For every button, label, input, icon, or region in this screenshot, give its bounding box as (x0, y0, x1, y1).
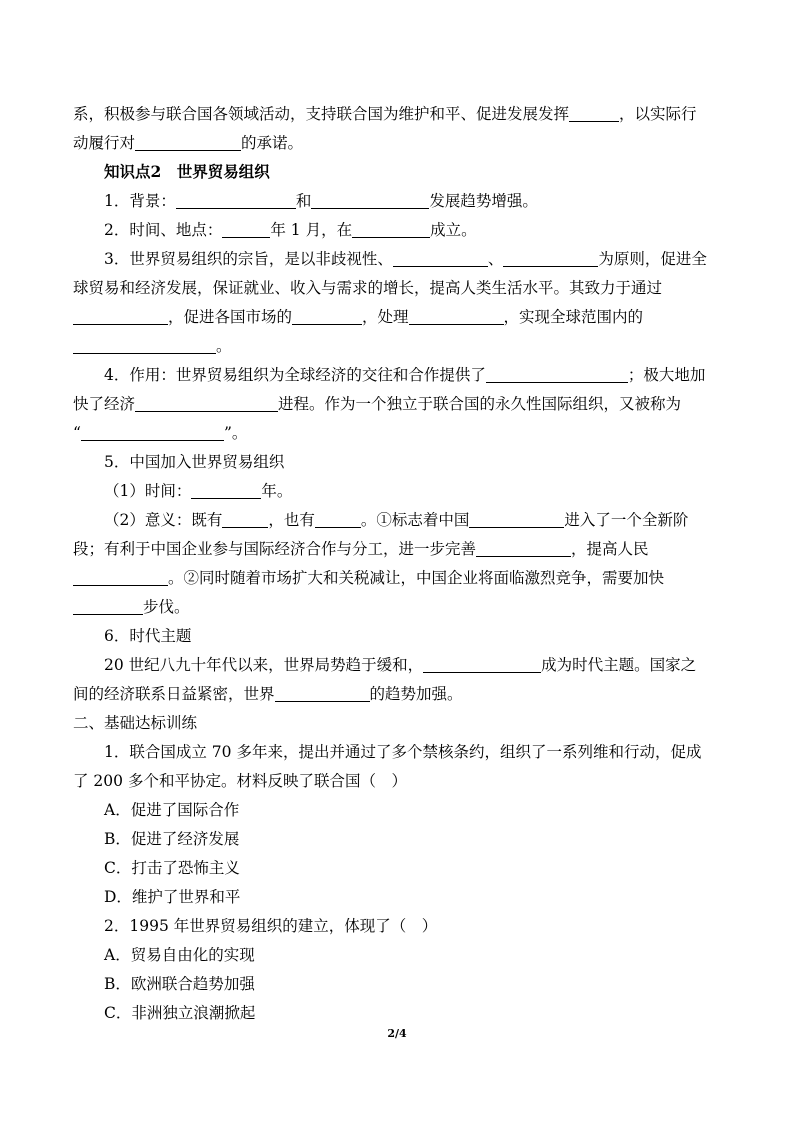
text: ，实现全球范围内的 (503, 308, 644, 326)
paragraph-line (0, 568, 794, 588)
paragraph-line (0, 510, 794, 530)
blank (503, 250, 598, 267)
paragraph-line (0, 423, 794, 443)
paragraph-line (0, 249, 794, 269)
text: 3．世界贸易组织的宗旨，是以非歧视性、 (104, 250, 393, 268)
text: 。 (216, 337, 232, 355)
blank (275, 685, 370, 702)
blank (352, 221, 430, 238)
text: 发展趋势增强。 (429, 192, 538, 210)
text: 2．时间、地点： (104, 221, 223, 239)
paragraph-line (0, 365, 794, 385)
question-line: 了 200 多个和平协定。材料反映了联合国（ ） (73, 772, 407, 790)
blank (409, 308, 504, 325)
option-c: C．打击了恐怖主义 (104, 859, 240, 877)
text: 的承诺。 (241, 134, 304, 152)
paragraph-line: 6．时代主题 (104, 627, 192, 645)
text: “ (73, 424, 81, 442)
paragraph-line (0, 104, 794, 124)
option-b: B．促进了经济发展 (104, 830, 240, 848)
option-a: A．贸易自由化的实现 (104, 946, 255, 964)
paragraph-line (0, 684, 794, 704)
text: ”。 (223, 424, 248, 442)
text: 步伐。 (143, 598, 190, 616)
text: 。②同时随着市场扩大和关税减让，中国企业将面临激烈竞争，需要加快 (168, 569, 665, 587)
text: 20 世纪八九十年代以来，世界局势趋于缓和， (104, 656, 424, 674)
blank (73, 308, 168, 325)
blank (81, 424, 224, 441)
paragraph-line (0, 220, 794, 240)
paragraph-line (0, 133, 794, 153)
blank (222, 221, 270, 238)
text: 的趋势加强。 (369, 685, 463, 703)
option-a: A．促进了国际合作 (104, 801, 240, 819)
text: ，以实际行 (619, 105, 697, 123)
page-number: 2/4 (387, 1027, 407, 1040)
text: ，促进各国市场的 (168, 308, 293, 326)
text: 快了经济 (73, 395, 136, 413)
option-b: B．欧洲联合趋势加强 (104, 975, 255, 993)
blank (393, 250, 488, 267)
text: 年。 (261, 482, 293, 500)
blank (292, 308, 362, 325)
blank (135, 134, 241, 151)
blank (315, 511, 361, 528)
paragraph-line (0, 655, 794, 675)
paragraph-line (0, 539, 794, 559)
paragraph-line: 球贸易和经济发展，保证就业、收入与需求的增长，提高人类生活水平。其致力于通过 (73, 279, 663, 297)
blank (486, 366, 628, 383)
blank (73, 598, 143, 615)
blank (569, 105, 619, 122)
text: 动履行对 (73, 134, 136, 152)
option-c: C．非洲独立浪潮掀起 (104, 1004, 256, 1022)
blank (222, 511, 268, 528)
text: 成立。 (430, 221, 477, 239)
blank (476, 540, 571, 557)
blank (135, 395, 278, 412)
text: 。①标志着中国 (360, 511, 470, 529)
blank (191, 482, 261, 499)
text: 和 (295, 192, 312, 210)
text: ，提高人民 (571, 540, 649, 558)
paragraph-line (0, 336, 794, 356)
question-line: 1．联合国成立 70 多年来，提出并通过了多个禁核条约，组织了一系列维和行动，促成 (104, 743, 702, 761)
text: 为原则，促进全 (598, 250, 707, 268)
blank (423, 656, 541, 673)
text: 系，积极参与联合国各领域活动，支持联合国为维护和平、促进发展发挥 (73, 105, 570, 123)
text: 进程。作为一个独立于联合国的永久性国际组织，又被称为 (278, 395, 682, 413)
text: ，也有 (268, 511, 315, 529)
paragraph-line (0, 191, 794, 211)
text: 1．背景： (104, 192, 176, 210)
text: （1）时间： (104, 482, 192, 500)
section-heading: 知识点2 世界贸易组织 (104, 162, 270, 181)
text: ；极大地加 (627, 366, 706, 384)
blank (176, 192, 296, 209)
text: 进入了一个全新阶 (564, 511, 689, 529)
paragraph-line (0, 307, 794, 327)
text: 4．作用：世界贸易组织为全球经济的交往和合作提供了 (104, 366, 486, 384)
text: 年 1 月，在 (270, 221, 353, 239)
text: ，处理 (362, 308, 409, 326)
text: 成为时代主题。国家之 (541, 656, 697, 674)
text: （2）意义：既有 (104, 511, 223, 529)
paragraph-line (0, 481, 794, 501)
blank (469, 511, 564, 528)
blank (73, 337, 216, 354)
paragraph-line (0, 597, 794, 617)
paragraph-line: 5．中国加入世界贸易组织 (104, 453, 285, 471)
paragraph-line (0, 394, 794, 414)
option-d: D．维护了世界和平 (104, 888, 241, 906)
blank (73, 569, 168, 586)
text: 间的经济联系日益紧密，世界 (73, 685, 275, 703)
text: 段；有利于中国企业参与国际经济合作与分工，进一步完善 (73, 540, 477, 558)
section-heading: 二、基础达标训练 (73, 714, 198, 732)
question-line: 2．1995 年世界贸易组织的建立，体现了（ ） (104, 917, 438, 935)
text: 、 (487, 250, 504, 268)
blank (311, 192, 429, 209)
